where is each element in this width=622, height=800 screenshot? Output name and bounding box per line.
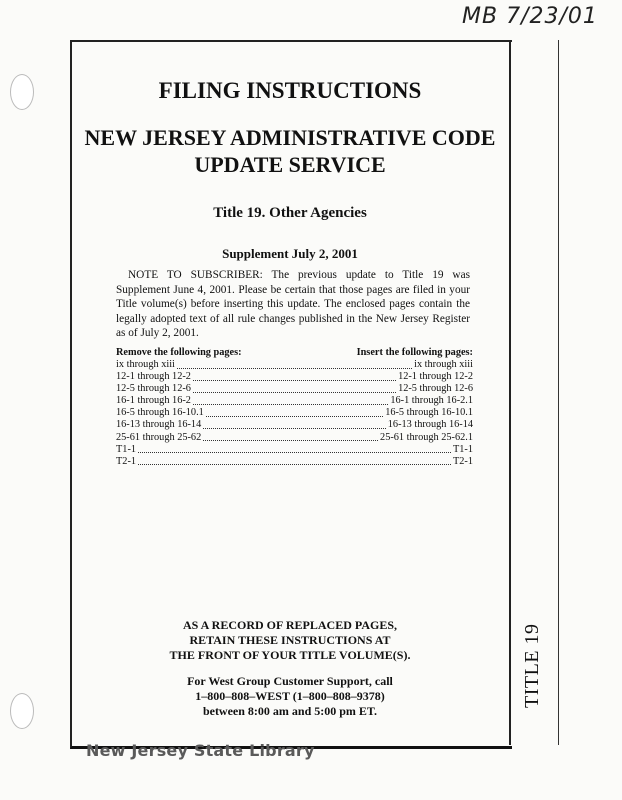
dot-leader <box>138 452 451 453</box>
table-row <box>116 395 473 407</box>
punch-hole-bottom <box>10 693 34 729</box>
title-line: Title 19. Other Agencies <box>213 205 367 221</box>
table-row <box>116 359 473 371</box>
insert-pages: 16-5 through 16-10.1 <box>385 407 473 419</box>
support-phone: 1–800–808–WEST (1–800–808–9378) <box>195 689 385 703</box>
dot-leader <box>203 428 386 429</box>
insert-header: Insert the following pages: <box>356 347 473 358</box>
customer-support-info <box>90 674 490 719</box>
remove-pages: T1-1 <box>116 443 137 455</box>
filing-instructions-heading: FILING INSTRUCTIONS <box>158 78 422 103</box>
library-stamp: New Jersey State Library <box>86 741 315 760</box>
table-row <box>116 419 473 431</box>
remove-pages: 12-5 through 12-6 <box>116 383 191 395</box>
dot-leader <box>193 380 396 381</box>
code-title <box>80 124 500 178</box>
code-title-line1: NEW JERSEY ADMINISTRATIVE CODE <box>84 125 496 150</box>
supplement-date: Supplement July 2, 2001 <box>222 246 358 261</box>
support-hours: between 8:00 am and 5:00 pm ET. <box>202 704 378 718</box>
record-line3: THE FRONT OF YOUR TITLE VOLUME(S). <box>169 648 411 662</box>
subscriber-note: NOTE TO SUBSCRIBER: The previous update to Title 19 was Supplement June 4, 2001. Please be certain that those pages are filed in your Title volume(s) before inserting this update. The enclosed pages contain the legally adopted text of all rule changes published in the New Jersey Register as of July 2, 2001. <box>116 269 470 339</box>
table-row <box>116 432 473 444</box>
insert-pages: ix through xiii <box>414 359 473 370</box>
spine-label-text: TITLE 19 <box>521 623 543 708</box>
spine-label <box>508 623 558 708</box>
insert-pages: 12-1 through 12-2 <box>398 371 473 383</box>
table-row <box>116 383 473 395</box>
remove-pages: ix through xiii <box>116 359 175 370</box>
remove-pages: 12-1 through 12-2 <box>116 371 191 383</box>
table-header <box>116 346 473 359</box>
remove-pages: 16-1 through 16-2 <box>116 395 191 407</box>
dot-leader <box>177 368 412 369</box>
dot-leader <box>193 404 388 405</box>
insert-pages: 16-1 through 16-2.1 <box>390 395 473 407</box>
table-row <box>116 456 473 468</box>
support-line1: For West Group Customer Support, call <box>187 674 393 688</box>
dot-leader <box>203 440 378 441</box>
dot-leader <box>138 464 451 465</box>
remove-pages: 16-13 through 16-14 <box>116 419 202 431</box>
insert-pages: T1-1 <box>452 443 473 455</box>
insert-pages: 16-13 through 16-14 <box>387 419 473 431</box>
remove-pages: T2-1 <box>116 455 137 467</box>
insert-pages: T2-1 <box>452 455 473 467</box>
record-instructions <box>90 618 490 663</box>
handwritten-annotation: MB 7/23/01 <box>462 4 598 29</box>
table-row <box>116 407 473 419</box>
punch-hole-top <box>10 74 34 110</box>
dot-leader <box>206 416 383 417</box>
page-replacement-table <box>116 346 473 468</box>
code-title-line2: UPDATE SERVICE <box>194 152 386 177</box>
record-line1: AS A RECORD OF REPLACED PAGES, <box>182 618 398 632</box>
dot-leader <box>193 392 396 393</box>
remove-pages: 25-61 through 25-62 <box>116 431 202 443</box>
remove-header: Remove the following pages: <box>116 347 242 358</box>
insert-pages: 12-5 through 12-6 <box>398 383 473 395</box>
remove-pages: 16-5 through 16-10.1 <box>116 407 204 419</box>
insert-pages: 25-61 through 25-62.1 <box>380 431 473 443</box>
table-row <box>116 371 473 383</box>
table-row <box>116 444 473 456</box>
record-line2: RETAIN THESE INSTRUCTIONS AT <box>189 633 391 647</box>
